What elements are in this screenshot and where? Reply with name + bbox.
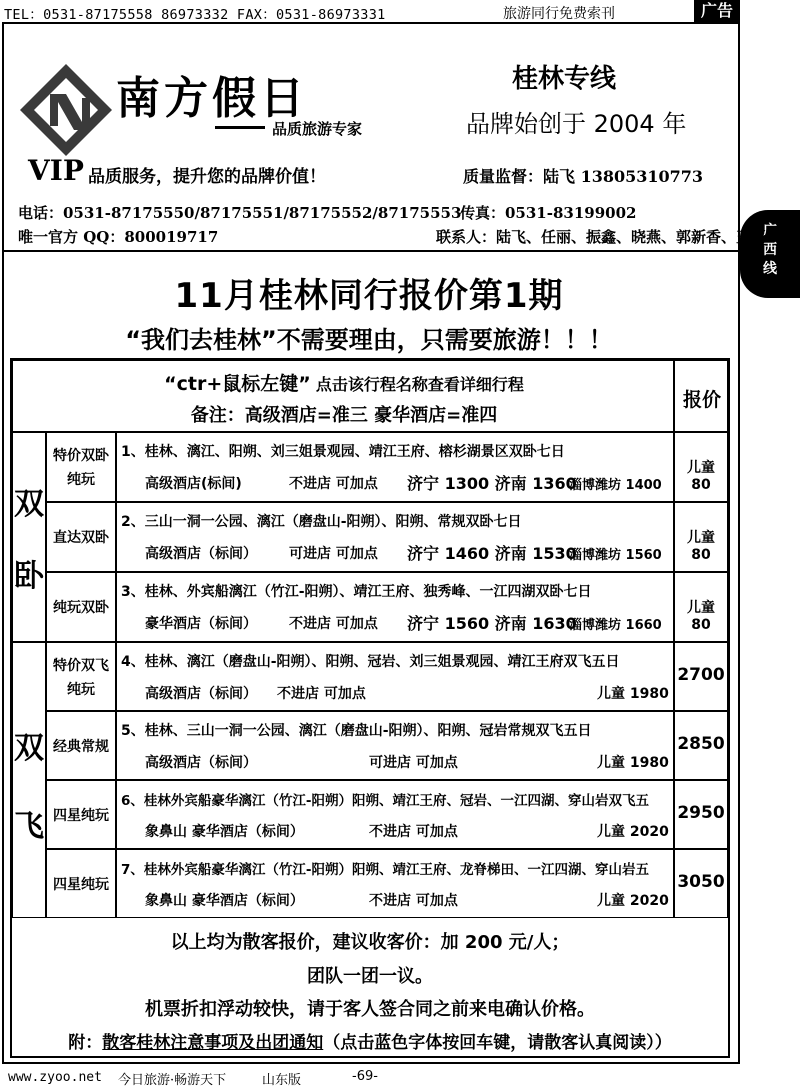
city-price-extra: 淄博潍坊 1560: [569, 548, 662, 563]
official-qq: 唯一官方 QQ：800019717: [18, 228, 219, 246]
table-row[interactable]: [116, 432, 674, 502]
shopping-policy: 不进店 可加点: [277, 686, 366, 702]
price-column-header: [674, 360, 728, 432]
footer-notice-prefix: 附：: [68, 1033, 103, 1053]
footer-notice: [10, 1028, 730, 1053]
child-price: 儿童 2020: [597, 893, 669, 909]
row-price-value: 儿童 80: [687, 600, 715, 633]
row-price-value: 2950: [677, 803, 725, 823]
hotel-type: 高级酒店(标间): [145, 476, 242, 492]
phone-numbers: 电话：0531-87175550/87175551/87175552/87175553: [18, 204, 462, 222]
brand-since: 品牌始创于 2004 年: [466, 110, 687, 138]
notice-link[interactable]: 散客桂林注意事项及出团通知: [102, 1033, 324, 1053]
hotel-type: 豪华酒店（标间）: [145, 616, 257, 632]
hotel-type: 象鼻山 豪华酒店（标间）: [145, 824, 304, 840]
contact-persons: 联系人：陆飞、任丽、振鑫、晓燕、郭新香、王语: [436, 228, 767, 246]
itinerary-link[interactable]: 2、三山一洞一公园、漓江（磨盘山-阳朔）、阳朔、常规双卧七日: [121, 514, 522, 530]
row-type-label: 特价双飞: [53, 658, 109, 674]
hotkey-instruction: 点击该行程名称查看详细行程: [315, 375, 524, 394]
page-number: -69-: [352, 1069, 378, 1084]
child-price: 儿童 1980: [597, 755, 669, 771]
hotel-type: 高级酒店（标间）: [145, 755, 257, 771]
row-type: [46, 849, 116, 918]
table-row[interactable]: [116, 780, 674, 849]
hotel-type: 高级酒店（标间）: [145, 686, 257, 702]
row-price-value: 儿童 80: [687, 460, 715, 493]
itinerary-link[interactable]: 7、桂林外宾船豪华漓江（竹江-阳朔）阳朔、靖江王府、龙脊梯田、一江四湖、穿山岩五: [121, 862, 649, 878]
shopping-policy: 不进店 可加点: [289, 476, 378, 492]
itinerary-link[interactable]: 5、桂林、三山一洞一公园、漓江（磨盘山-阳朔）、阳朔、冠岩常规双飞五日: [121, 723, 592, 739]
shopping-policy: 可进店 可加点: [369, 755, 458, 771]
itinerary-link[interactable]: 6、桂林外宾船豪华漓江（竹江-阳朔）阳朔、靖江王府、冠岩、一江四湖、穿山岩双飞五: [121, 793, 649, 809]
row-type: [46, 642, 116, 711]
top-tel-fax: TEL：0531-87175558 86973332 FAX：0531-86973331: [4, 7, 386, 23]
group-label-flight: [12, 642, 46, 918]
group-label-sleeper: [12, 432, 46, 642]
city-prices: 济宁 1560 济南 1630: [407, 614, 577, 633]
row-price: [674, 642, 728, 711]
brand-slogan: 品质旅游专家: [272, 120, 363, 138]
row-price-value: 儿童 80: [687, 530, 715, 563]
group-char: 卧: [14, 559, 44, 594]
top-bar: [0, 0, 800, 22]
website-link[interactable]: www.zyoo.net: [8, 1070, 102, 1085]
row-type-label: 特价双卧: [53, 448, 109, 464]
price-header-label: 报价: [682, 389, 721, 411]
hotel-note: 备注：高级酒店=准三 豪华酒店=准四: [190, 405, 498, 426]
hotkey-hint: “ctr+鼠标左键”: [164, 373, 311, 395]
row-type-label: 纯玩双卧: [53, 600, 109, 616]
city-prices: 济宁 1460 济南 1530: [407, 544, 577, 563]
row-price: [674, 849, 728, 918]
row-type-label: 经典常规: [53, 739, 109, 755]
row-type-label: 四星纯玩: [53, 877, 109, 893]
page-title: 11月桂林同行报价第1期: [174, 276, 564, 316]
ad-tag: 广告: [694, 0, 740, 22]
footer-note-group: 团队一团一议。: [307, 966, 433, 987]
slogan-divider: [215, 126, 265, 129]
side-tab-char: 线: [763, 261, 777, 277]
table-row[interactable]: [116, 572, 674, 642]
row-price: [674, 711, 728, 780]
row-price-value: 2700: [677, 665, 725, 685]
row-type: [46, 780, 116, 849]
vip-slogan: 品质服务，提升您的品牌价值！: [88, 167, 326, 187]
hotel-type: 象鼻山 豪华酒店（标间）: [145, 893, 304, 909]
group-char: 双: [14, 487, 44, 522]
bottom-bar: [0, 1066, 800, 1086]
city-price-extra: 淄博潍坊 1400: [569, 478, 662, 493]
shopping-policy: 不进店 可加点: [289, 616, 378, 632]
side-tab-char: 广: [763, 223, 777, 239]
city-prices: 济宁 1300 济南 1360: [407, 474, 577, 493]
brand-name: 南方假日: [116, 73, 308, 124]
row-price: [674, 502, 728, 572]
side-tab-guangxi[interactable]: [740, 210, 800, 298]
footer-note-price: 以上均为散客报价，建议收客价：加 200 元/人；: [170, 932, 570, 953]
group-char: 飞: [14, 809, 44, 844]
quality-supervisor: 质量监督：陆飞 13805310773: [463, 167, 704, 186]
row-type: [46, 572, 116, 642]
itinerary-link[interactable]: 3、桂林、外宾船漓江（竹江-阳朔）、靖江王府、独秀峰、一江四湖双卧七日: [121, 584, 592, 600]
itinerary-link[interactable]: 1、桂林、漓江、阳朔、刘三姐景观园、靖江王府、榕杉湖景区双卧七日: [121, 444, 565, 460]
vip-label: VIP: [28, 154, 84, 187]
table-row[interactable]: [116, 849, 674, 918]
line-title: 桂林专线: [512, 64, 617, 94]
table-header-notes: [12, 360, 674, 432]
itinerary-link[interactable]: 4、桂林、漓江（磨盘山-阳朔）、阳朔、冠岩、刘三姐景观园、靖江王府双飞五日: [121, 654, 620, 670]
row-price: [674, 432, 728, 502]
row-type: [46, 502, 116, 572]
edition: 山东版: [262, 1073, 302, 1088]
brand-logo-icon: [20, 64, 112, 160]
footer-notice-suffix: （点击蓝色字体按回车键，请散客认真阅读））: [323, 1033, 672, 1053]
shopping-policy: 不进店 可加点: [369, 824, 458, 840]
row-price: [674, 572, 728, 642]
magazine-slogan: 今日旅游·畅游天下: [118, 1073, 227, 1088]
fax-number: 传真：0531-83199002: [460, 204, 637, 222]
footer-note-airfare: 机票折扣浮动较快，请于客人签合同之前来电确认价格。: [145, 999, 595, 1020]
table-row[interactable]: [116, 642, 674, 711]
row-type: [46, 711, 116, 780]
row-price-value: 3050: [677, 872, 725, 892]
group-char: 双: [14, 731, 44, 766]
shopping-policy: 可进店 可加点: [289, 546, 378, 562]
city-price-extra: 淄博潍坊 1660: [569, 618, 662, 633]
child-price: 儿童 1980: [597, 686, 669, 702]
publication-name: 旅游同行免费索刊: [503, 6, 615, 22]
row-type-label: 纯玩: [67, 472, 95, 488]
shopping-policy: 不进店 可加点: [369, 893, 458, 909]
table-row[interactable]: [116, 711, 674, 780]
table-row[interactable]: [116, 502, 674, 572]
row-type-label: 纯玩: [67, 682, 95, 698]
header-divider: [4, 250, 738, 252]
row-type-label: 直达双卧: [53, 530, 109, 546]
row-type: [46, 432, 116, 502]
child-price: 儿童 2020: [597, 824, 669, 840]
page-subtitle: “我们去桂林”不需要理由，只需要旅游！！！: [125, 326, 613, 354]
side-tab-char: 西: [763, 242, 777, 258]
row-type-label: 四星纯玩: [53, 808, 109, 824]
hotel-type: 高级酒店（标间）: [145, 546, 257, 562]
row-price: [674, 780, 728, 849]
row-price-value: 2850: [677, 734, 725, 754]
